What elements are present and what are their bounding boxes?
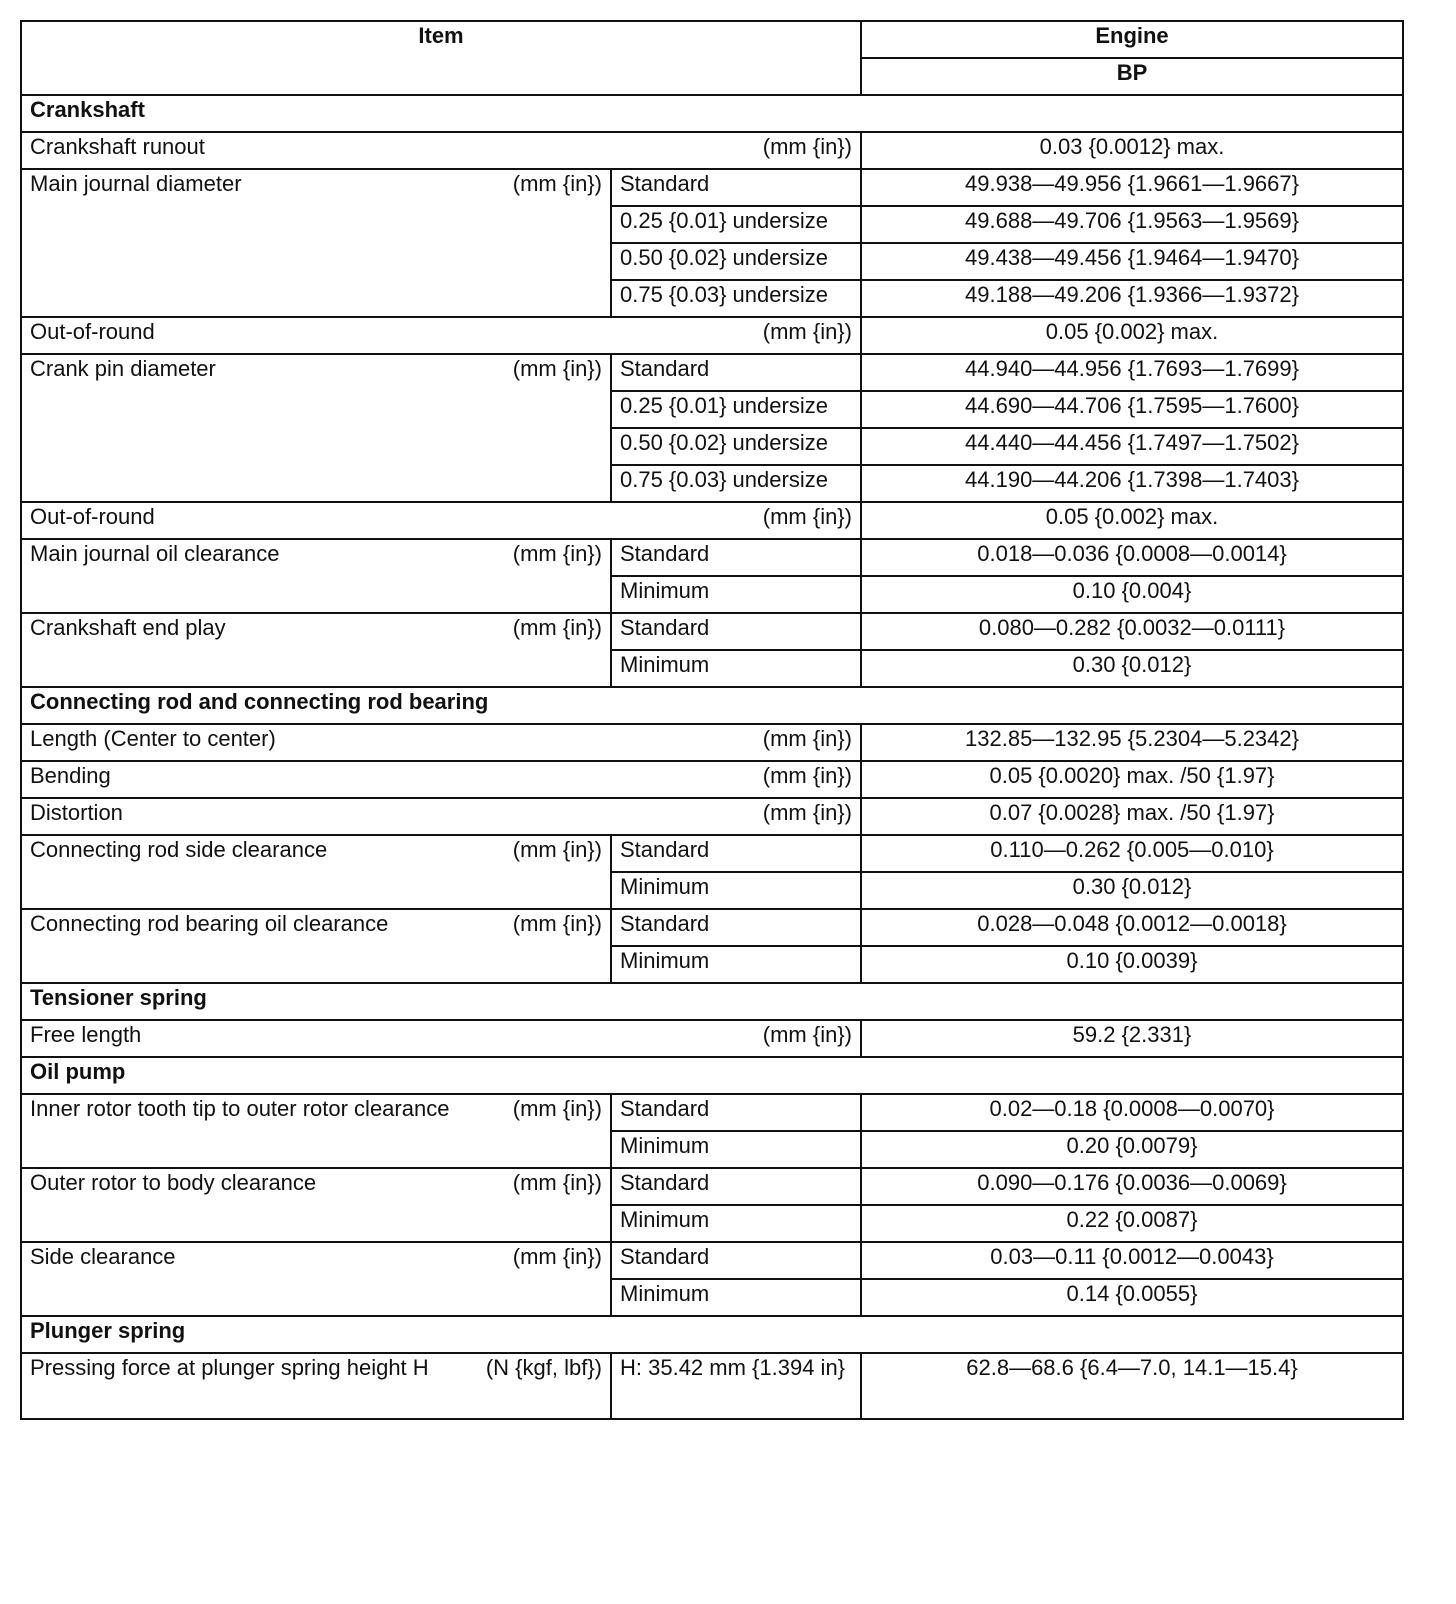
sub-minimum: Minimum <box>611 1279 861 1316</box>
section-connecting-rod: Connecting rod and connecting rod bearing <box>21 687 1403 724</box>
sub-standard: Standard <box>611 909 861 946</box>
section-row <box>21 1057 1403 1094</box>
sub-standard: Standard <box>611 835 861 872</box>
section-tensioner-spring: Tensioner spring <box>21 983 1403 1020</box>
section-row <box>21 1316 1403 1353</box>
item-length <box>21 724 861 761</box>
value-cell: 44.440—44.456 {1.7497—1.7502} <box>861 428 1403 465</box>
section-plunger-spring: Plunger spring <box>21 1316 1403 1353</box>
item-label: Out-of-round <box>30 319 155 344</box>
unit-label: (mm {in}) <box>512 356 602 381</box>
spec-table <box>20 20 1404 1420</box>
sub-standard: Standard <box>611 1094 861 1131</box>
value-cell: 44.940—44.956 {1.7693—1.7699} <box>861 354 1403 391</box>
header-bp: BP <box>861 58 1403 95</box>
table-row <box>21 502 1403 539</box>
table-row <box>21 132 1403 169</box>
item-main-journal-diameter <box>21 169 611 317</box>
item-label: Pressing force at plunger spring height H <box>30 1355 429 1380</box>
sub-standard: Standard <box>611 169 861 206</box>
sub-undersize-025: 0.25 {0.01} undersize <box>611 206 861 243</box>
header-item: Item <box>21 21 861 95</box>
value-cell: 0.090—0.176 {0.0036—0.0069} <box>861 1168 1403 1205</box>
sub-standard: Standard <box>611 539 861 576</box>
value-cell: 44.190—44.206 {1.7398—1.7403} <box>861 465 1403 502</box>
unit-label: (mm {in}) <box>512 1170 602 1195</box>
item-crankshaft-end-play <box>21 613 611 687</box>
item-label: Connecting rod bearing oil clearance <box>30 911 389 936</box>
item-free-length <box>21 1020 861 1057</box>
sub-minimum: Minimum <box>611 1205 861 1242</box>
sub-standard: Standard <box>611 1242 861 1279</box>
item-label: Crankshaft end play <box>30 615 226 640</box>
value-cell: 0.05 {0.002} max. <box>861 502 1403 539</box>
value-cell: 62.8—68.6 {6.4—7.0, 14.1—15.4} <box>861 1353 1403 1419</box>
item-label: Crank pin diameter <box>30 356 216 381</box>
unit-label: (mm {in}) <box>762 1022 852 1047</box>
section-row <box>21 983 1403 1020</box>
item-label: Length (Center to center) <box>30 726 276 751</box>
unit-label: (mm {in}) <box>512 615 602 640</box>
section-row <box>21 687 1403 724</box>
sub-undersize-075: 0.75 {0.03} undersize <box>611 280 861 317</box>
item-rod-bearing-oil-clearance <box>21 909 611 983</box>
item-out-of-round <box>21 317 861 354</box>
value-cell: 0.018—0.036 {0.0008—0.0014} <box>861 539 1403 576</box>
value-cell: 49.438—49.456 {1.9464—1.9470} <box>861 243 1403 280</box>
table-row <box>21 909 1403 946</box>
value-cell: 0.080—0.282 {0.0032—0.0111} <box>861 613 1403 650</box>
value-cell: 0.02—0.18 {0.0008—0.0070} <box>861 1094 1403 1131</box>
table-row <box>21 724 1403 761</box>
table-row <box>21 1094 1403 1131</box>
item-rod-side-clearance <box>21 835 611 909</box>
table-row <box>21 835 1403 872</box>
table-row <box>21 1168 1403 1205</box>
table-row <box>21 1353 1403 1419</box>
unit-label: (mm {in}) <box>762 504 852 529</box>
value-cell: 0.30 {0.012} <box>861 650 1403 687</box>
sub-minimum: Minimum <box>611 872 861 909</box>
value-cell: 0.22 {0.0087} <box>861 1205 1403 1242</box>
section-crankshaft: Crankshaft <box>21 95 1403 132</box>
item-distortion <box>21 798 861 835</box>
sub-standard: Standard <box>611 1168 861 1205</box>
table-row <box>21 1242 1403 1279</box>
sub-standard: Standard <box>611 354 861 391</box>
sub-minimum: Minimum <box>611 650 861 687</box>
section-row <box>21 95 1403 132</box>
item-crankshaft-runout <box>21 132 861 169</box>
value-cell: 0.30 {0.012} <box>861 872 1403 909</box>
unit-label: (mm {in}) <box>512 911 602 936</box>
value-cell: 0.07 {0.0028} max. /50 {1.97} <box>861 798 1403 835</box>
item-label: Free length <box>30 1022 142 1047</box>
item-label: Side clearance <box>30 1244 176 1269</box>
value-cell: 0.10 {0.0039} <box>861 946 1403 983</box>
value-cell: 132.85—132.95 {5.2304—5.2342} <box>861 724 1403 761</box>
item-label: Main journal diameter <box>30 171 242 196</box>
unit-label: (mm {in}) <box>512 837 602 862</box>
unit-label: (mm {in}) <box>762 319 852 344</box>
table-row <box>21 169 1403 206</box>
value-cell: 49.688—49.706 {1.9563—1.9569} <box>861 206 1403 243</box>
value-crankshaft-runout: 0.03 {0.0012} max. <box>861 132 1403 169</box>
item-label: Inner rotor tooth tip to outer rotor clearance <box>30 1096 450 1121</box>
unit-label: (mm {in}) <box>762 800 852 825</box>
item-label: Crankshaft runout <box>30 134 205 159</box>
table-row <box>21 613 1403 650</box>
header-engine: Engine <box>861 21 1403 58</box>
item-side-clearance <box>21 1242 611 1316</box>
value-cell: 44.690—44.706 {1.7595—1.7600} <box>861 391 1403 428</box>
sub-minimum: Minimum <box>611 946 861 983</box>
unit-label: (mm {in}) <box>762 763 852 788</box>
sub-undersize-050: 0.50 {0.02} undersize <box>611 243 861 280</box>
spec-sheet <box>20 20 1404 1420</box>
item-label: Connecting rod side clearance <box>30 837 328 862</box>
table-row <box>21 539 1403 576</box>
value-cell: 49.938—49.956 {1.9661—1.9667} <box>861 169 1403 206</box>
table-row <box>21 1020 1403 1057</box>
value-cell: 0.05 {0.002} max. <box>861 317 1403 354</box>
section-oil-pump: Oil pump <box>21 1057 1403 1094</box>
table-row <box>21 354 1403 391</box>
item-inner-rotor-clearance <box>21 1094 611 1168</box>
sub-standard: Standard <box>611 613 861 650</box>
value-cell: 0.110—0.262 {0.005—0.010} <box>861 835 1403 872</box>
table-row <box>21 798 1403 835</box>
table-row <box>21 317 1403 354</box>
item-label: Bending <box>30 763 111 788</box>
item-label: Out-of-round <box>30 504 155 529</box>
sub-undersize-050: 0.50 {0.02} undersize <box>611 428 861 465</box>
item-outer-rotor-clearance <box>21 1168 611 1242</box>
value-cell: 0.20 {0.0079} <box>861 1131 1403 1168</box>
sub-undersize-025: 0.25 {0.01} undersize <box>611 391 861 428</box>
item-plunger-pressing-force <box>21 1353 611 1419</box>
item-label: Outer rotor to body clearance <box>30 1170 317 1195</box>
unit-label: (mm {in}) <box>512 1244 602 1269</box>
value-cell: 0.03—0.11 {0.0012—0.0043} <box>861 1242 1403 1279</box>
item-bending <box>21 761 861 798</box>
sub-minimum: Minimum <box>611 1131 861 1168</box>
item-crank-pin-diameter <box>21 354 611 502</box>
value-cell: 59.2 {2.331} <box>861 1020 1403 1057</box>
sub-minimum: Minimum <box>611 576 861 613</box>
header-row <box>21 21 1403 58</box>
item-main-journal-oil-clearance <box>21 539 611 613</box>
unit-label: (mm {in}) <box>512 1096 602 1121</box>
value-cell: 0.05 {0.0020} max. /50 {1.97} <box>861 761 1403 798</box>
table-row <box>21 761 1403 798</box>
unit-label: (mm {in}) <box>762 726 852 751</box>
sub-plunger-height: H: 35.42 mm {1.394 in} <box>611 1353 861 1419</box>
sub-undersize-075: 0.75 {0.03} undersize <box>611 465 861 502</box>
unit-label: (mm {in}) <box>512 171 602 196</box>
value-cell: 0.14 {0.0055} <box>861 1279 1403 1316</box>
item-out-of-round <box>21 502 861 539</box>
unit-label: (mm {in}) <box>512 541 602 566</box>
value-cell: 0.10 {0.004} <box>861 576 1403 613</box>
unit-label: (N {kgf, lbf}) <box>485 1355 602 1380</box>
value-cell: 0.028—0.048 {0.0012—0.0018} <box>861 909 1403 946</box>
value-cell: 49.188—49.206 {1.9366—1.9372} <box>861 280 1403 317</box>
item-label: Main journal oil clearance <box>30 541 280 566</box>
item-label: Distortion <box>30 800 123 825</box>
unit-label: (mm {in}) <box>762 134 852 159</box>
